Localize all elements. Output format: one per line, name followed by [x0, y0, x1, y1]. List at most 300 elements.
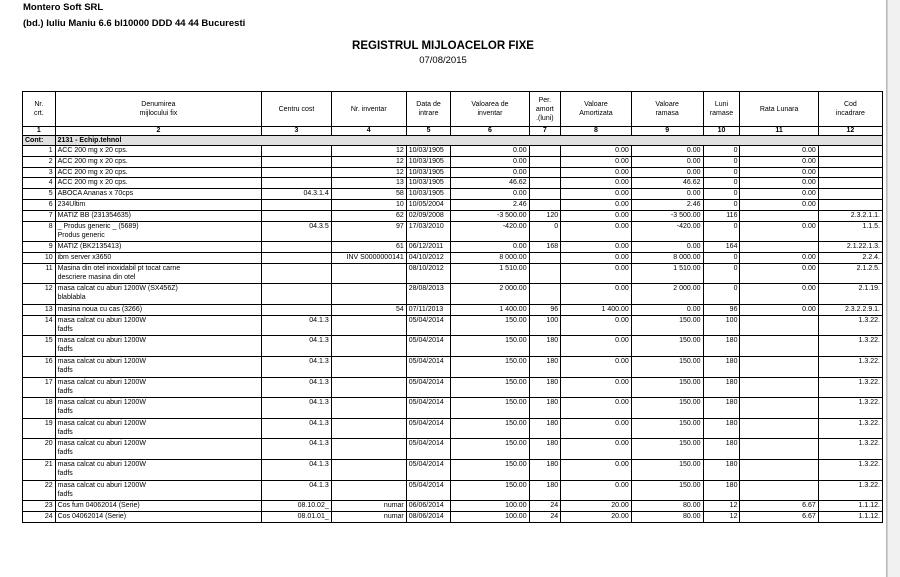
account-label: Cont:: [23, 136, 56, 146]
asset-name: masa calcat cu aburi 1200W fadfs: [55, 315, 262, 336]
inventory-number: numar: [331, 501, 406, 512]
row-number: 17: [23, 377, 56, 398]
asset-name: masa calcat cu aburi 1200W fadfs: [55, 480, 262, 501]
remaining-value: 0.00: [631, 242, 703, 253]
entry-date: 10/05/2004: [406, 199, 451, 210]
classification-code: 2.3.2.1.1.: [818, 210, 882, 221]
amortization-period: 180: [529, 356, 561, 377]
inventory-number: [331, 398, 406, 419]
amortization-period: 180: [529, 377, 561, 398]
column-number: 9: [631, 127, 703, 136]
cost-center: 04.1.3: [262, 377, 332, 398]
asset-name: Cos fum 04062014 (Serie): [55, 501, 262, 512]
amortization-period: [529, 167, 561, 178]
table-row: [23, 199, 883, 210]
amortization-period: [529, 178, 561, 189]
asset-name: _ Produs generic _ (5689) Produs generic: [55, 221, 262, 242]
amortization-period: [529, 146, 561, 157]
monthly-rate: [740, 418, 818, 439]
amortization-period: [529, 263, 561, 284]
asset-description: fadfs: [57, 428, 73, 436]
row-number: 3: [23, 167, 56, 178]
column-header: Centru cost: [262, 92, 332, 127]
entry-date: 05/04/2014: [406, 377, 451, 398]
monthly-rate: [740, 480, 818, 501]
remaining-value: -3 500.00: [631, 210, 703, 221]
inventory-number: [331, 263, 406, 284]
classification-code: 1.3.22.: [818, 459, 882, 480]
remaining-value: 150.00: [631, 315, 703, 336]
inventory-number: 10: [331, 199, 406, 210]
remaining-months: 0: [703, 146, 740, 157]
monthly-rate: 6.67: [740, 511, 818, 522]
classification-code: [818, 167, 882, 178]
cost-center: 04.3.5: [262, 221, 332, 242]
asset-name: ACC 200 mg x 20 cps.: [55, 178, 262, 189]
entry-date: 10/03/1905: [406, 167, 451, 178]
classification-code: 1.3.22.: [818, 480, 882, 501]
amortized-value: 0.00: [561, 210, 632, 221]
company-address: (bd.) Iuliu Maniu 6.6 bl10000 DDD 44 44 Bucuresti: [23, 18, 246, 29]
asset-description: fadfs: [57, 449, 73, 457]
cost-center: 04.1.3: [262, 480, 332, 501]
remaining-value: 150.00: [631, 418, 703, 439]
table-row: [23, 221, 883, 242]
table-row: [23, 156, 883, 167]
cost-center: [262, 178, 332, 189]
asset-name: ACC 200 mg x 20 cps.: [55, 146, 262, 157]
amortized-value: 20.00: [561, 511, 632, 522]
remaining-months: 180: [703, 418, 740, 439]
vertical-scrollbar[interactable]: [887, 0, 900, 577]
row-number: 1: [23, 146, 56, 157]
entry-date: 06/06/2014: [406, 501, 451, 512]
monthly-rate: 0.00: [740, 252, 818, 263]
remaining-value: 8 000.00: [631, 252, 703, 263]
amortized-value: 0.00: [561, 459, 632, 480]
remaining-value: 0.00: [631, 304, 703, 315]
inventory-number: 97: [331, 221, 406, 242]
amortized-value: 0.00: [561, 178, 632, 189]
remaining-value: 150.00: [631, 439, 703, 460]
cost-center: [262, 263, 332, 284]
cost-center: 04.3.1.4: [262, 189, 332, 200]
amortized-value: 0.00: [561, 418, 632, 439]
table-header-row: [23, 92, 883, 127]
inventory-value: 150.00: [451, 480, 529, 501]
entry-date: 17/03/2010: [406, 221, 451, 242]
inventory-number: 12: [331, 156, 406, 167]
monthly-rate: [740, 315, 818, 336]
remaining-months: 164: [703, 242, 740, 253]
amortization-period: 96: [529, 304, 561, 315]
inventory-value: 0.00: [451, 146, 529, 157]
cost-center: [262, 304, 332, 315]
remaining-months: 0: [703, 221, 740, 242]
row-number: 12: [23, 284, 56, 305]
classification-code: [818, 178, 882, 189]
amortized-value: 1 400.00: [561, 304, 632, 315]
row-number: 14: [23, 315, 56, 336]
remaining-months: 0: [703, 252, 740, 263]
monthly-rate: 0.00: [740, 178, 818, 189]
amortized-value: 0.00: [561, 336, 632, 357]
monthly-rate: 0.00: [740, 146, 818, 157]
monthly-rate: 0.00: [740, 167, 818, 178]
classification-code: 1.3.22.: [818, 439, 882, 460]
asset-name: ABOCA Ananas x 70cps: [55, 189, 262, 200]
remaining-months: 96: [703, 304, 740, 315]
remaining-months: 180: [703, 439, 740, 460]
remaining-value: 80.00: [631, 511, 703, 522]
cost-center: [262, 146, 332, 157]
monthly-rate: 0.00: [740, 189, 818, 200]
account-group-row: [23, 136, 883, 146]
remaining-value: 0.00: [631, 156, 703, 167]
inventory-number: [331, 418, 406, 439]
amortized-value: 0.00: [561, 199, 632, 210]
monthly-rate: [740, 242, 818, 253]
amortization-period: 180: [529, 418, 561, 439]
column-number: 1: [23, 127, 56, 136]
table-row: [23, 336, 883, 357]
asset-description: fadfs: [57, 490, 73, 498]
inventory-number: 12: [331, 146, 406, 157]
asset-name: masa calcat cu aburi 1200W fadfs: [55, 377, 262, 398]
row-number: 15: [23, 336, 56, 357]
amortization-period: 180: [529, 480, 561, 501]
table-row: [23, 178, 883, 189]
asset-description: descriere masina din otel: [57, 273, 136, 281]
inventory-value: 150.00: [451, 439, 529, 460]
column-header: Valoare ramasa: [631, 92, 703, 127]
monthly-rate: [740, 398, 818, 419]
inventory-value: -3 500.00: [451, 210, 529, 221]
amortization-period: 180: [529, 336, 561, 357]
inventory-number: [331, 315, 406, 336]
inventory-value: 150.00: [451, 315, 529, 336]
row-number: 7: [23, 210, 56, 221]
remaining-months: 0: [703, 167, 740, 178]
entry-date: 07/11/2013: [406, 304, 451, 315]
monthly-rate: 0.00: [740, 221, 818, 242]
amortized-value: 0.00: [561, 221, 632, 242]
table-row: [23, 480, 883, 501]
row-number: 11: [23, 263, 56, 284]
asset-name: masina noua cu cas (3266): [55, 304, 262, 315]
cost-center: 04.1.3: [262, 459, 332, 480]
inventory-number: [331, 480, 406, 501]
remaining-value: 150.00: [631, 459, 703, 480]
classification-code: 2.1.19.: [818, 284, 882, 305]
amortization-period: [529, 284, 561, 305]
entry-date: 05/04/2014: [406, 459, 451, 480]
table-row: [23, 439, 883, 460]
monthly-rate: [740, 439, 818, 460]
classification-code: 1.3.22.: [818, 418, 882, 439]
classification-code: 1.3.22.: [818, 315, 882, 336]
row-number: 23: [23, 501, 56, 512]
inventory-number: 13: [331, 178, 406, 189]
remaining-months: 0: [703, 199, 740, 210]
remaining-months: 100: [703, 315, 740, 336]
row-number: 9: [23, 242, 56, 253]
amortization-period: 100: [529, 315, 561, 336]
remaining-months: 180: [703, 377, 740, 398]
row-number: 20: [23, 439, 56, 460]
inventory-number: 12: [331, 167, 406, 178]
column-header: Per. amort .(luni): [529, 92, 561, 127]
report-date: 07/08/2015: [419, 55, 467, 66]
cost-center: 08.01.01_: [262, 511, 332, 522]
asset-description: fadfs: [57, 408, 73, 416]
column-number: 10: [703, 127, 740, 136]
column-header: Valoarea de inventar: [451, 92, 529, 127]
remaining-value: -420.00: [631, 221, 703, 242]
asset-name: Cos 04062014 (Serie): [55, 511, 262, 522]
monthly-rate: 0.00: [740, 199, 818, 210]
remaining-value: 2.46: [631, 199, 703, 210]
amortization-period: 0: [529, 221, 561, 242]
classification-code: 2.2.4.: [818, 252, 882, 263]
cost-center: 04.1.3: [262, 398, 332, 419]
remaining-months: 0: [703, 263, 740, 284]
entry-date: 08/10/2012: [406, 263, 451, 284]
cost-center: [262, 242, 332, 253]
inventory-value: 1 400.00: [451, 304, 529, 315]
asset-name: masa calcat cu aburi 1200W fadfs: [55, 336, 262, 357]
entry-date: 05/04/2014: [406, 336, 451, 357]
inventory-value: 150.00: [451, 336, 529, 357]
asset-description: fadfs: [57, 469, 73, 477]
asset-name: masa calcat cu aburi 1200W fadfs: [55, 459, 262, 480]
entry-date: 10/03/1905: [406, 189, 451, 200]
entry-date: 05/04/2014: [406, 398, 451, 419]
inventory-number: 62: [331, 210, 406, 221]
cost-center: 04.1.3: [262, 315, 332, 336]
asset-description: fadfs: [57, 346, 73, 354]
inventory-number: [331, 377, 406, 398]
entry-date: 04/10/2012: [406, 252, 451, 263]
classification-code: 1.3.22.: [818, 398, 882, 419]
column-header: Rata Lunara: [740, 92, 818, 127]
amortization-period: 180: [529, 398, 561, 419]
amortized-value: 0.00: [561, 156, 632, 167]
remaining-value: 0.00: [631, 189, 703, 200]
fixed-assets-table: [22, 91, 883, 523]
remaining-months: 180: [703, 480, 740, 501]
inventory-value: 100.00: [451, 511, 529, 522]
inventory-number: [331, 284, 406, 305]
table-row: [23, 167, 883, 178]
table-row: [23, 459, 883, 480]
asset-name: ACC 200 mg x 20 cps.: [55, 156, 262, 167]
asset-name: ibm server x3650: [55, 252, 262, 263]
inventory-value: 0.00: [451, 242, 529, 253]
inventory-value: 150.00: [451, 418, 529, 439]
remaining-value: 46.62: [631, 178, 703, 189]
remaining-months: 12: [703, 511, 740, 522]
inventory-number: INV S0000000141: [331, 252, 406, 263]
asset-description: fadfs: [57, 325, 73, 333]
classification-code: 1.3.22.: [818, 377, 882, 398]
inventory-number: 54: [331, 304, 406, 315]
cost-center: 04.1.3: [262, 336, 332, 357]
inventory-value: 46.62: [451, 178, 529, 189]
classification-code: 1.3.22.: [818, 336, 882, 357]
asset-description: Produs generic: [57, 231, 105, 239]
row-number: 18: [23, 398, 56, 419]
entry-date: 05/04/2014: [406, 439, 451, 460]
amortization-period: 168: [529, 242, 561, 253]
table-row: [23, 242, 883, 253]
amortization-period: 24: [529, 511, 561, 522]
inventory-value: -420.00: [451, 221, 529, 242]
column-number: 2: [55, 127, 262, 136]
classification-code: [818, 146, 882, 157]
table-row: [23, 210, 883, 221]
remaining-months: 12: [703, 501, 740, 512]
amortization-period: [529, 252, 561, 263]
table-row: [23, 501, 883, 512]
cost-center: 04.1.3: [262, 356, 332, 377]
row-number: 4: [23, 178, 56, 189]
amortization-period: [529, 156, 561, 167]
table-row: [23, 146, 883, 157]
amortized-value: 0.00: [561, 356, 632, 377]
inventory-value: 150.00: [451, 459, 529, 480]
classification-code: 2.1.22.1.3.: [818, 242, 882, 253]
row-number: 6: [23, 199, 56, 210]
asset-name: masa calcat cu aburi 1200W fadfs: [55, 439, 262, 460]
column-number: 5: [406, 127, 451, 136]
classification-code: [818, 189, 882, 200]
row-number: 21: [23, 459, 56, 480]
company-name: Montero Soft SRL: [23, 2, 104, 13]
table-row: [23, 315, 883, 336]
amortized-value: 0.00: [561, 252, 632, 263]
entry-date: 02/09/2008: [406, 210, 451, 221]
column-number: 8: [561, 127, 632, 136]
monthly-rate: [740, 356, 818, 377]
classification-code: 1.1.12.: [818, 501, 882, 512]
remaining-months: 180: [703, 459, 740, 480]
asset-name: masa calcat cu aburi 1200W fadfs: [55, 398, 262, 419]
entry-date: 10/03/1905: [406, 156, 451, 167]
inventory-value: 8 000.00: [451, 252, 529, 263]
account-value: 2131 - Echip.tehnol: [55, 136, 882, 146]
entry-date: 05/04/2014: [406, 418, 451, 439]
column-header: Valoare Amortizata: [561, 92, 632, 127]
monthly-rate: 6.67: [740, 501, 818, 512]
remaining-value: 150.00: [631, 377, 703, 398]
column-number: 6: [451, 127, 529, 136]
remaining-value: 80.00: [631, 501, 703, 512]
cost-center: [262, 156, 332, 167]
amortized-value: 0.00: [561, 167, 632, 178]
entry-date: 10/03/1905: [406, 146, 451, 157]
monthly-rate: [740, 210, 818, 221]
monthly-rate: 0.00: [740, 156, 818, 167]
inventory-number: numar: [331, 511, 406, 522]
row-number: 24: [23, 511, 56, 522]
cost-center: 04.1.3: [262, 439, 332, 460]
column-header: Nr. crt.: [23, 92, 56, 127]
entry-date: 08/06/2014: [406, 511, 451, 522]
monthly-rate: [740, 377, 818, 398]
cost-center: 08.10.02_: [262, 501, 332, 512]
column-header: Denumirea mijlocului fix: [55, 92, 262, 127]
classification-code: 1.3.22.: [818, 356, 882, 377]
asset-description: fadfs: [57, 366, 73, 374]
remaining-value: 150.00: [631, 398, 703, 419]
amortization-period: 120: [529, 210, 561, 221]
entry-date: 05/04/2014: [406, 480, 451, 501]
column-header: Nr. inventar: [331, 92, 406, 127]
table-row: [23, 418, 883, 439]
remaining-months: 0: [703, 156, 740, 167]
amortized-value: 0.00: [561, 377, 632, 398]
amortization-period: [529, 189, 561, 200]
classification-code: 2.3.2.2.9.1.: [818, 304, 882, 315]
classification-code: 2.1.2.5.: [818, 263, 882, 284]
inventory-number: [331, 459, 406, 480]
asset-name: Masina din otel inoxidabil pt tocat carne descriere masina din otel: [55, 263, 262, 284]
row-number: 5: [23, 189, 56, 200]
amortized-value: 20.00: [561, 501, 632, 512]
asset-name: masa calcat cu aburi 1200W fadfs: [55, 356, 262, 377]
amortized-value: 0.00: [561, 315, 632, 336]
remaining-months: 116: [703, 210, 740, 221]
inventory-number: 61: [331, 242, 406, 253]
table-row: [23, 252, 883, 263]
amortized-value: 0.00: [561, 242, 632, 253]
inventory-value: 1 510.00: [451, 263, 529, 284]
remaining-months: 0: [703, 178, 740, 189]
amortized-value: 0.00: [561, 263, 632, 284]
row-number: 19: [23, 418, 56, 439]
inventory-value: 150.00: [451, 398, 529, 419]
inventory-number: 58: [331, 189, 406, 200]
amortization-period: 24: [529, 501, 561, 512]
cost-center: [262, 284, 332, 305]
inventory-value: 150.00: [451, 356, 529, 377]
table-row: [23, 284, 883, 305]
remaining-value: 1 510.00: [631, 263, 703, 284]
inventory-number: [331, 336, 406, 357]
cost-center: [262, 210, 332, 221]
row-number: 8: [23, 221, 56, 242]
asset-name: 234Ultim: [55, 199, 262, 210]
column-number: 3: [262, 127, 332, 136]
amortized-value: 0.00: [561, 146, 632, 157]
table-row: [23, 304, 883, 315]
amortization-period: 180: [529, 459, 561, 480]
inventory-number: [331, 356, 406, 377]
table-row: [23, 511, 883, 522]
remaining-months: 180: [703, 336, 740, 357]
inventory-value: 0.00: [451, 189, 529, 200]
table-row: [23, 263, 883, 284]
column-number-row: [23, 127, 883, 136]
table-row: [23, 356, 883, 377]
amortized-value: 0.00: [561, 284, 632, 305]
monthly-rate: 0.00: [740, 263, 818, 284]
column-number: 7: [529, 127, 561, 136]
row-number: 2: [23, 156, 56, 167]
cost-center: [262, 199, 332, 210]
column-number: 12: [818, 127, 882, 136]
